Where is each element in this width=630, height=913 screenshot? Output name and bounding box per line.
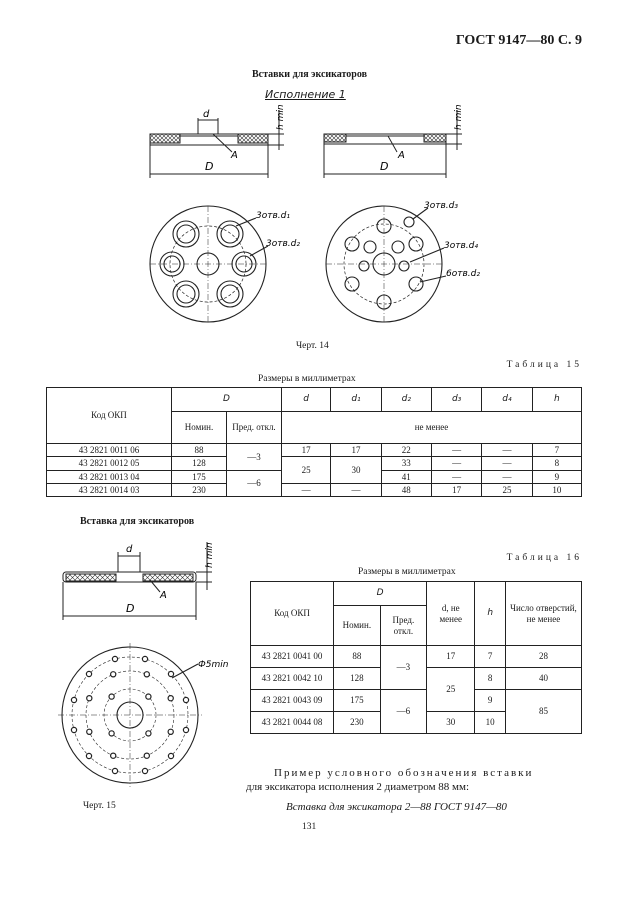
perforation-hole	[144, 753, 149, 758]
section2-title: Вставка для эксикаторов	[80, 516, 195, 527]
t15-h-dev: Пред. откл.	[227, 412, 282, 444]
t15-r1-d4: —	[482, 457, 532, 470]
perforation-hole	[109, 694, 114, 699]
t16-r1-code: 43 2821 0042 10	[251, 668, 334, 690]
figure-15-drawing	[0, 530, 240, 830]
t16-r1-count: 40	[505, 668, 581, 690]
t16-h-D: D	[334, 582, 427, 606]
t15-r1-code: 43 2821 0012 05	[47, 457, 172, 470]
t16-dev-b: —6	[380, 690, 426, 734]
t15-r0-d: 17	[282, 444, 331, 457]
fig15-dim-d: d	[126, 544, 133, 555]
figure-14-drawing	[0, 0, 630, 345]
t15-h-d4: d₄	[482, 388, 532, 412]
t15-r0-d2: 22	[381, 444, 431, 457]
figure-15-caption: Черт. 15	[83, 801, 116, 811]
t16-d-mid: 25	[427, 668, 475, 712]
t16-r0-count: 28	[505, 646, 581, 668]
table15-units: Размеры в миллиметрах	[258, 374, 356, 384]
t15-h-d2: d₂	[381, 388, 431, 412]
fig15-callout-A: A	[160, 590, 167, 601]
t15-r3-d3: 17	[431, 484, 481, 497]
perforation-hole	[87, 696, 92, 701]
callout-A-label: A	[231, 150, 238, 161]
t15-r0-nom: 88	[172, 444, 227, 457]
perforation-hole	[146, 731, 151, 736]
t15-r0-code: 43 2821 0011 06	[47, 444, 172, 457]
t15-r1-d3: —	[431, 457, 481, 470]
perforation-hole	[183, 727, 188, 732]
t15-dev-a: —3	[227, 444, 282, 471]
t15-h-nom: Номин.	[172, 412, 227, 444]
example-designation: Вставка для эксикатора 2—88 ГОСТ 9147—80	[286, 801, 507, 813]
t16-r2-code: 43 2821 0043 09	[251, 690, 334, 712]
section-view-left	[150, 110, 284, 178]
perforation-hole	[111, 672, 116, 677]
t16-h-d: d, не менее	[427, 582, 475, 646]
section-view-right	[324, 110, 462, 178]
execution-label: Исполнение 1	[265, 88, 346, 101]
t15-r3-nom: 230	[172, 484, 227, 497]
t15-r0-d3: —	[431, 444, 481, 457]
t16-r2-nom: 175	[334, 690, 381, 712]
t16-r0-nom: 88	[334, 646, 381, 668]
perforation-hole	[168, 753, 173, 758]
perforation-hole	[86, 753, 91, 758]
t15-r3-d: —	[282, 484, 331, 497]
t16-h-h: h	[475, 582, 506, 646]
table16-units: Размеры в миллиметрах	[358, 567, 456, 577]
table16-label: Таблица 16	[506, 553, 582, 563]
t15-h-code: Код ОКП	[47, 388, 172, 444]
t16-r1-h: 8	[475, 668, 506, 690]
t16-r3-nom: 230	[334, 712, 381, 734]
t15-h-d: d	[282, 388, 331, 412]
t16-r0-h: 7	[475, 646, 506, 668]
callout-A-label-right: A	[398, 150, 405, 161]
t15-r3-d4: 25	[482, 484, 532, 497]
t15-r1-nom: 128	[172, 457, 227, 470]
t15-d1-mid: 30	[331, 457, 381, 484]
dim-hmin-label-right: h min	[454, 104, 464, 130]
t15-r2-d4: —	[482, 470, 532, 483]
perforation-hole	[71, 697, 76, 702]
plan-view-right	[326, 206, 446, 322]
fig15-dim-D: D	[126, 602, 135, 615]
perforation-hole	[86, 671, 91, 676]
perforation-hole	[112, 656, 117, 661]
page-header: ГОСТ 9147—80 С. 9	[455, 33, 582, 48]
section-view-fig15	[63, 542, 212, 620]
t16-h-nom: Номин.	[334, 606, 381, 646]
table-16	[250, 581, 582, 734]
figure-14-caption: Черт. 14	[296, 341, 329, 351]
t16-r0-d: 17	[427, 646, 475, 668]
perforation-hole	[168, 671, 173, 676]
perforation-hole	[146, 694, 151, 699]
section1-title: Вставки для эксикаторов	[252, 69, 368, 80]
holes-d2-label: 3отв.d₂	[266, 239, 300, 249]
perforation-hole	[87, 729, 92, 734]
dim-d-label: d	[203, 109, 210, 120]
table-15	[46, 387, 582, 497]
page-number: 131	[302, 822, 317, 832]
t15-r2-h: 9	[532, 470, 581, 483]
t15-r2-nom: 175	[172, 470, 227, 483]
example-block	[246, 766, 582, 814]
example-line1: Пример условного обозначения вставки	[274, 767, 534, 779]
t15-d-mid: 25	[282, 457, 331, 484]
perforation-hole	[168, 729, 173, 734]
t15-r1-h: 8	[532, 457, 581, 470]
t15-r0-d1: 17	[331, 444, 381, 457]
table15-label: Таблица 15	[506, 360, 582, 370]
t16-h-code: Код ОКП	[251, 582, 334, 646]
holes-6d2-label: 6отв.d₂	[446, 269, 480, 279]
example-line2: для эксикатора исполнения 2 диаметром 88 мм:	[246, 781, 470, 793]
t16-dev-a: —3	[380, 646, 426, 690]
t15-r0-d4: —	[482, 444, 532, 457]
plan-view-left	[150, 206, 268, 322]
holes-d1-label: 3отв.d₁	[256, 211, 290, 221]
t15-r3-d1: —	[331, 484, 381, 497]
holes-d4-label: 3отв.d₄	[444, 241, 478, 251]
dim-hmin-label: h min	[276, 104, 286, 130]
perforation-hole	[111, 753, 116, 758]
t16-h-count: Число отверстий, не менее	[505, 582, 581, 646]
t15-h-h: h	[532, 388, 581, 412]
t15-r3-h: 10	[532, 484, 581, 497]
t15-r2-d2: 41	[381, 470, 431, 483]
t15-h-D: D	[172, 388, 282, 412]
t15-r2-code: 43 2821 0013 04	[47, 470, 172, 483]
perforation-hole	[142, 656, 147, 661]
t16-r3-h: 10	[475, 712, 506, 734]
dim-D-label-right: D	[380, 160, 389, 173]
perforation-hole	[112, 768, 117, 773]
t15-r3-code: 43 2821 0014 03	[47, 484, 172, 497]
perforation-hole	[183, 697, 188, 702]
t16-r3-d: 30	[427, 712, 475, 734]
dim-D-label: D	[205, 160, 214, 173]
t15-r0-h: 7	[532, 444, 581, 457]
t15-dev-b: —6	[227, 470, 282, 497]
t15-r1-d2: 33	[381, 457, 431, 470]
t16-h-dev: Пред. откл.	[380, 606, 426, 646]
holes-d3-label: 3отв.d₃	[424, 201, 458, 211]
t16-r1-nom: 128	[334, 668, 381, 690]
t15-r2-d3: —	[431, 470, 481, 483]
perforation-hole	[144, 672, 149, 677]
t15-h-notless: не менее	[282, 412, 582, 444]
plan-view-fig15	[58, 643, 202, 787]
t15-r3-d2: 48	[381, 484, 431, 497]
t16-r3-code: 43 2821 0044 08	[251, 712, 334, 734]
fig15-dim-hmin: h min	[205, 542, 215, 568]
t16-r0-code: 43 2821 0041 00	[251, 646, 334, 668]
perforation-hole	[168, 696, 173, 701]
t15-h-d3: d₃	[431, 388, 481, 412]
t16-r2-h: 9	[475, 690, 506, 712]
perforation-hole	[142, 768, 147, 773]
t16-count-mid: 85	[505, 690, 581, 734]
fig15-phi-label: Ф5min	[198, 660, 229, 670]
perforation-hole	[71, 727, 76, 732]
perforation-hole	[109, 731, 114, 736]
t15-h-d1: d₁	[331, 388, 381, 412]
